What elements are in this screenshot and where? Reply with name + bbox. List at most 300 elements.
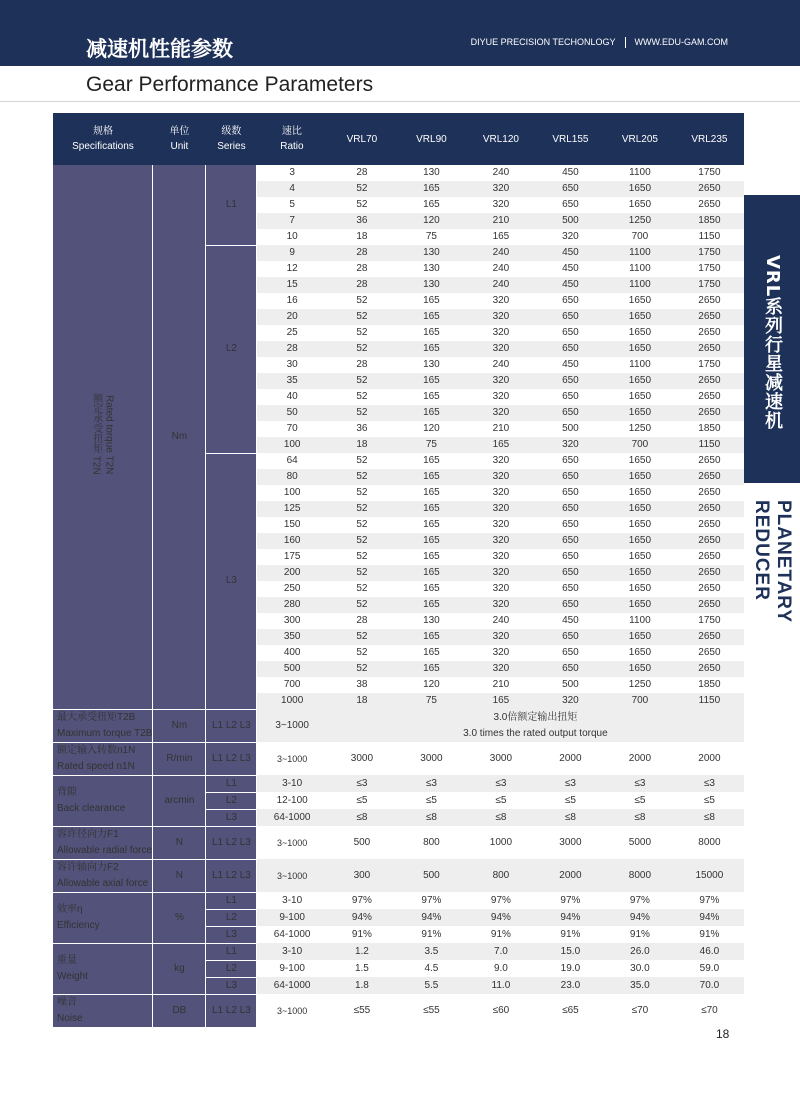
torque-value: 240 — [492, 263, 510, 274]
torque-value: 2650 — [675, 533, 744, 549]
spec-table-body — [53, 113, 744, 1027]
efficiency-label-en: Efficiency — [57, 919, 100, 931]
torque-value: 650 — [562, 583, 579, 594]
torque-value: 650 — [536, 405, 605, 421]
header-en: Ratio — [280, 141, 304, 152]
ratio-cell: 175 — [283, 551, 301, 562]
torque-value: 28 — [356, 167, 368, 178]
brand-line — [471, 35, 728, 49]
ratio-cell: 12 — [286, 263, 298, 274]
torque-value: 240 — [492, 615, 510, 626]
noise-label — [53, 994, 153, 1027]
efficiency-value: 97% — [629, 894, 650, 906]
torque-value: 28 — [356, 615, 368, 626]
torque-value: 1650 — [605, 661, 675, 677]
torque-value: 320 — [466, 661, 536, 677]
torque-value: 1650 — [628, 519, 652, 530]
torque-value: 320 — [492, 391, 510, 402]
radial-force-label — [53, 826, 153, 859]
rated-speed-value: 3000 — [350, 752, 374, 764]
torque-value: 450 — [562, 359, 579, 370]
torque-value: 650 — [562, 647, 579, 658]
table-row — [53, 775, 744, 792]
torque-value: 2650 — [675, 597, 744, 613]
torque-value: 320 — [492, 519, 510, 530]
torque-value: 2650 — [675, 565, 744, 581]
website: WWW.EDU-GAM.COM — [634, 37, 728, 47]
torque-value: 450 — [562, 615, 579, 626]
rated-speed-value: 2000 — [628, 752, 652, 764]
axial-force-value: 800 — [466, 859, 536, 892]
torque-value: 320 — [536, 693, 605, 709]
ratio-cell: 500 — [257, 661, 327, 677]
backlash-value: ≤5 — [703, 794, 715, 806]
series-cell: L1 — [206, 892, 257, 909]
torque-value: 500 — [562, 423, 579, 434]
ratio-cell: 40 — [286, 391, 298, 402]
header-cell — [257, 113, 327, 165]
backlash-value: ≤8 — [536, 809, 605, 826]
rated-speed-value: 3000 — [489, 752, 513, 764]
radial-force-value: 5000 — [628, 836, 652, 848]
rated-torque-unit: Nm — [153, 165, 206, 709]
torque-value: 130 — [423, 615, 440, 626]
torque-value: 1650 — [605, 501, 675, 517]
torque-value: 120 — [397, 213, 466, 229]
weight-label-en: Weight — [57, 970, 88, 982]
table-row — [53, 994, 744, 1027]
noise-value: ≤70 — [701, 1004, 718, 1016]
torque-value: 165 — [397, 373, 466, 389]
torque-value: 120 — [423, 679, 440, 690]
ratio-cell: 3-10 — [282, 894, 303, 906]
torque-value: 18 — [327, 693, 397, 709]
torque-value: 52 — [327, 181, 397, 197]
torque-value: 130 — [397, 245, 466, 261]
torque-value: 650 — [536, 469, 605, 485]
torque-value: 650 — [536, 373, 605, 389]
efficiency-value: 94% — [397, 909, 466, 926]
torque-value: 320 — [492, 487, 510, 498]
torque-value: 52 — [356, 199, 368, 210]
model-header: VRL155 — [536, 113, 605, 165]
torque-value: 320 — [492, 455, 510, 466]
torque-value: 1250 — [605, 213, 675, 229]
weight-value: 1.8 — [327, 977, 397, 994]
ratio-cell: 4 — [257, 181, 327, 197]
torque-value: 210 — [466, 213, 536, 229]
ratio-cell: 3~1000 — [277, 753, 308, 764]
ratio-cell: 3~1000 — [277, 1005, 308, 1016]
torque-value: 165 — [397, 661, 466, 677]
torque-value: 1100 — [629, 263, 651, 274]
ratio-cell: 12-100 — [276, 794, 308, 806]
torque-value: 320 — [492, 199, 510, 210]
weight-value: 4.5 — [424, 962, 439, 974]
ratio-cell: 64-1000 — [257, 977, 327, 994]
noise-value: ≤60 — [492, 1004, 510, 1016]
series-cell: L3 — [206, 453, 257, 709]
torque-value: 52 — [327, 533, 397, 549]
spec-table — [53, 113, 744, 1028]
torque-value: 650 — [536, 661, 605, 677]
backlash-value: ≤3 — [466, 775, 536, 792]
torque-value: 165 — [423, 551, 440, 562]
weight-value: 26.0 — [605, 943, 675, 960]
weight-value: 3.5 — [397, 943, 466, 960]
torque-value: 28 — [327, 245, 397, 261]
table-row — [53, 943, 744, 960]
torque-value: 165 — [423, 583, 440, 594]
torque-value: 1250 — [628, 679, 652, 690]
noise-label-cn: 噪音 — [57, 996, 77, 1008]
weight-value: 15.0 — [536, 943, 605, 960]
header-en: Series — [217, 141, 246, 152]
rated-speed-unit: R/min — [153, 742, 206, 775]
series-cell: L2 — [206, 245, 257, 453]
torque-value: 165 — [397, 533, 466, 549]
torque-value: 165 — [397, 309, 466, 325]
torque-value: 320 — [562, 231, 579, 242]
axial-force-value: 8000 — [605, 859, 675, 892]
backlash-value: ≤3 — [536, 775, 605, 792]
page-title-en: Gear Performance Parameters — [86, 73, 374, 96]
torque-value: 1150 — [675, 437, 744, 453]
torque-value: 1100 — [605, 245, 675, 261]
ratio-cell: 300 — [283, 615, 301, 626]
torque-value: 210 — [492, 423, 510, 434]
torque-value: 500 — [536, 213, 605, 229]
ratio-cell: 64 — [286, 455, 298, 466]
torque-value: 2650 — [698, 391, 721, 402]
series-cell: L1 L2 L3 — [206, 859, 257, 892]
page-title-cn: 减速机性能参数 — [86, 37, 233, 61]
torque-value: 165 — [466, 693, 536, 709]
noise-label-en: Noise — [57, 1012, 83, 1024]
torque-value: 450 — [562, 167, 579, 178]
backlash-value: ≤3 — [605, 775, 675, 792]
torque-value: 650 — [536, 341, 605, 357]
series-cell: L1 L2 L3 — [206, 826, 257, 859]
torque-value: 28 — [356, 359, 368, 370]
ratio-cell: 9-100 — [257, 909, 327, 926]
weight-value: 7.0 — [466, 943, 536, 960]
torque-value: 52 — [327, 501, 397, 517]
torque-value: 450 — [562, 263, 579, 274]
torque-value: 75 — [397, 437, 466, 453]
weight-value: 59.0 — [699, 962, 720, 974]
efficiency-value: 91% — [421, 928, 442, 940]
series-cell: L1 L2 L3 — [206, 709, 257, 742]
header-cell — [53, 113, 153, 165]
torque-value: 52 — [327, 373, 397, 389]
rated-torque-label — [53, 165, 153, 709]
torque-value: 1750 — [698, 263, 721, 274]
weight-value: 70.0 — [675, 977, 744, 994]
title-divider — [0, 101, 800, 102]
ratio-cell: 80 — [257, 469, 327, 485]
rated-speed-label-en: Rated speed n1N — [57, 760, 135, 772]
backlash-label — [53, 775, 153, 826]
efficiency-value: 97% — [560, 894, 581, 906]
weight-unit: kg — [153, 943, 206, 994]
backlash-value: ≤8 — [675, 809, 744, 826]
torque-value: 240 — [492, 167, 510, 178]
torque-value: 165 — [397, 341, 466, 357]
series-cell: L2 — [206, 792, 257, 809]
torque-value: 2650 — [675, 501, 744, 517]
torque-value: 1650 — [628, 487, 652, 498]
noise-value: ≤65 — [562, 1004, 579, 1016]
max-torque-label-cn: 最大承受扭矩T2B — [57, 711, 136, 723]
ratio-cell: 700 — [283, 679, 301, 690]
efficiency-value: 91% — [699, 928, 720, 940]
torque-value: 165 — [397, 501, 466, 517]
torque-value: 52 — [356, 295, 368, 306]
torque-value: 1650 — [605, 181, 675, 197]
torque-value: 1650 — [628, 327, 652, 338]
weight-value: 5.5 — [397, 977, 466, 994]
torque-value: 650 — [536, 501, 605, 517]
ratio-cell: 3-10 — [257, 943, 327, 960]
backlash-label-en: Back clearance — [57, 802, 126, 814]
torque-value: 320 — [492, 295, 510, 306]
max-torque-note-en: 3.0 times the rated output torque — [463, 727, 608, 739]
ratio-cell: 50 — [257, 405, 327, 421]
rated-speed-label-cn: 额定输入转数n1N — [57, 744, 136, 756]
model-header: VRL70 — [327, 113, 397, 165]
series-cell: L1 — [206, 775, 257, 792]
axial-force-value: 15000 — [675, 859, 744, 892]
efficiency-unit: % — [153, 892, 206, 943]
torque-value: 52 — [327, 309, 397, 325]
ratio-cell: 10 — [286, 231, 298, 242]
torque-value: 130 — [423, 359, 440, 370]
noise-unit: DB — [153, 994, 206, 1027]
ratio-cell: 28 — [257, 341, 327, 357]
backlash-value: ≤5 — [356, 794, 368, 806]
torque-value: 320 — [466, 597, 536, 613]
weight-label — [53, 943, 153, 994]
torque-value: 28 — [327, 277, 397, 293]
torque-value: 52 — [356, 551, 368, 562]
weight-value: 19.0 — [560, 962, 581, 974]
radial-force-unit: N — [153, 826, 206, 859]
torque-value: 650 — [562, 327, 579, 338]
header-row — [53, 113, 744, 165]
weight-value: 1.2 — [327, 943, 397, 960]
torque-value: 320 — [466, 309, 536, 325]
torque-value: 130 — [423, 263, 440, 274]
torque-value: 2650 — [675, 661, 744, 677]
torque-value: 52 — [356, 455, 368, 466]
torque-value: 52 — [327, 661, 397, 677]
torque-value: 650 — [562, 551, 579, 562]
torque-value: 2650 — [698, 487, 721, 498]
radial-force-value: 500 — [353, 836, 371, 848]
ratio-cell: 3~1000 — [257, 709, 327, 742]
ratio-cell: 150 — [283, 519, 301, 530]
torque-value: 52 — [356, 583, 368, 594]
torque-value: 2650 — [698, 455, 721, 466]
ratio-cell: 25 — [286, 327, 298, 338]
torque-value: 320 — [492, 551, 510, 562]
brand-divider — [625, 37, 626, 48]
torque-value: 1650 — [605, 533, 675, 549]
series-cell: L1 L2 L3 — [206, 994, 257, 1027]
ratio-cell: 160 — [257, 533, 327, 549]
noise-value: ≤55 — [353, 1004, 371, 1016]
torque-value: 320 — [466, 469, 536, 485]
ratio-cell: 350 — [257, 629, 327, 645]
header-cell — [153, 113, 206, 165]
header-cn: 规格 — [92, 126, 113, 137]
torque-value: 165 — [397, 565, 466, 581]
torque-value: 18 — [327, 437, 397, 453]
backlash-unit: arcmin — [153, 775, 206, 826]
model-header: VRL120 — [466, 113, 536, 165]
torque-value: 650 — [536, 565, 605, 581]
torque-value: 450 — [536, 245, 605, 261]
torque-value: 1650 — [605, 341, 675, 357]
torque-value: 52 — [356, 391, 368, 402]
torque-value: 2650 — [698, 519, 721, 530]
rated-speed-label — [53, 742, 153, 775]
brand-name: DIYUE PRECISION TECHONLOGY — [470, 37, 616, 47]
efficiency-value: 94% — [536, 909, 605, 926]
series-cell: L1 — [206, 943, 257, 960]
torque-value: 165 — [423, 199, 440, 210]
efficiency-value: 91% — [560, 928, 581, 940]
weight-value: 35.0 — [605, 977, 675, 994]
torque-value: 165 — [397, 469, 466, 485]
torque-value: 2650 — [698, 295, 721, 306]
torque-value: 320 — [492, 647, 510, 658]
torque-value: 700 — [631, 231, 649, 242]
torque-value: 2650 — [698, 551, 721, 562]
model-header: VRL205 — [605, 113, 675, 165]
torque-value: 1150 — [698, 231, 721, 242]
torque-value: 240 — [466, 277, 536, 293]
weight-value: 23.0 — [536, 977, 605, 994]
torque-value: 1650 — [628, 455, 652, 466]
efficiency-value: 97% — [351, 894, 372, 906]
max-torque-note — [327, 709, 744, 742]
torque-value: 18 — [356, 231, 368, 242]
torque-value: 1250 — [628, 423, 652, 434]
axial-force-value: 300 — [327, 859, 397, 892]
backlash-value: ≤5 — [634, 794, 646, 806]
torque-value: 320 — [466, 373, 536, 389]
torque-value: 1750 — [698, 167, 721, 178]
efficiency-label-cn: 效率η — [57, 903, 83, 915]
ratio-cell: 250 — [283, 583, 301, 594]
torque-value: 240 — [466, 245, 536, 261]
weight-value: 30.0 — [630, 962, 650, 974]
torque-value: 52 — [356, 519, 368, 530]
torque-value: 650 — [536, 309, 605, 325]
table-row — [53, 709, 744, 742]
torque-value: 165 — [492, 231, 510, 242]
efficiency-value: 97% — [421, 894, 442, 906]
page-number: 18 — [716, 1027, 730, 1041]
torque-value: 320 — [466, 629, 536, 645]
torque-value: 1100 — [605, 277, 675, 293]
ratio-cell: 9 — [257, 245, 327, 261]
radial-force-value: 8000 — [698, 836, 721, 848]
torque-value: 52 — [327, 469, 397, 485]
ratio-cell: 64-1000 — [273, 928, 311, 940]
ratio-cell: 200 — [257, 565, 327, 581]
header-cn: 级数 — [221, 126, 242, 137]
model-header: VRL235 — [675, 113, 744, 165]
radial-force-value: 1000 — [489, 836, 513, 848]
backlash-value: ≤8 — [466, 809, 536, 826]
torque-value: 165 — [397, 405, 466, 421]
rated-torque-label-en: Rated torque T2N — [103, 395, 115, 475]
torque-value: 1650 — [605, 629, 675, 645]
backlash-label-cn: 背隙 — [57, 786, 77, 798]
torque-value: 1650 — [628, 391, 652, 402]
torque-value: 1650 — [628, 199, 652, 210]
torque-value: 650 — [562, 455, 579, 466]
torque-value: 2650 — [675, 181, 744, 197]
torque-value: 650 — [562, 391, 579, 402]
ratio-cell: 3-10 — [257, 775, 327, 792]
torque-value: 2650 — [675, 469, 744, 485]
efficiency-value: 97% — [490, 894, 511, 906]
rated-torque-label-cn: 额定承受扭矩 T2N — [90, 392, 102, 475]
torque-value: 36 — [356, 423, 368, 434]
torque-value: 650 — [536, 597, 605, 613]
torque-value: 1650 — [605, 597, 675, 613]
backlash-value: ≤5 — [425, 794, 437, 806]
torque-value: 2650 — [698, 199, 721, 210]
torque-value: 1100 — [629, 167, 651, 178]
torque-value: 1650 — [605, 405, 675, 421]
torque-value: 320 — [466, 341, 536, 357]
efficiency-value: 94% — [466, 909, 536, 926]
ratio-cell: 7 — [257, 213, 327, 229]
header-cell — [206, 113, 257, 165]
weight-label-cn: 重量 — [57, 954, 77, 966]
torque-value: 320 — [466, 405, 536, 421]
header-en: Specifications — [72, 141, 134, 152]
torque-value: 240 — [492, 359, 510, 370]
torque-value: 165 — [423, 519, 440, 530]
torque-value: 2650 — [675, 341, 744, 357]
max-torque-unit: Nm — [153, 709, 206, 742]
torque-value: 165 — [397, 597, 466, 613]
backlash-value: ≤5 — [495, 794, 507, 806]
backlash-value: ≤5 — [564, 794, 576, 806]
torque-value: 320 — [492, 583, 510, 594]
ratio-cell: 64-1000 — [257, 809, 327, 826]
torque-value: 120 — [423, 423, 440, 434]
weight-value: 9.0 — [493, 962, 508, 974]
torque-value: 2650 — [675, 309, 744, 325]
backlash-value: ≤3 — [327, 775, 397, 792]
backlash-value: ≤3 — [675, 775, 744, 792]
weight-value: 11.0 — [466, 977, 536, 994]
series-cell: L1 — [206, 165, 257, 245]
series-cell: L3 — [206, 926, 257, 943]
ratio-cell: 9-100 — [279, 962, 305, 974]
torque-value: 2650 — [698, 647, 721, 658]
ratio-cell: 3~1000 — [277, 837, 308, 848]
ratio-cell: 70 — [286, 423, 298, 434]
efficiency-value: 91% — [490, 928, 511, 940]
